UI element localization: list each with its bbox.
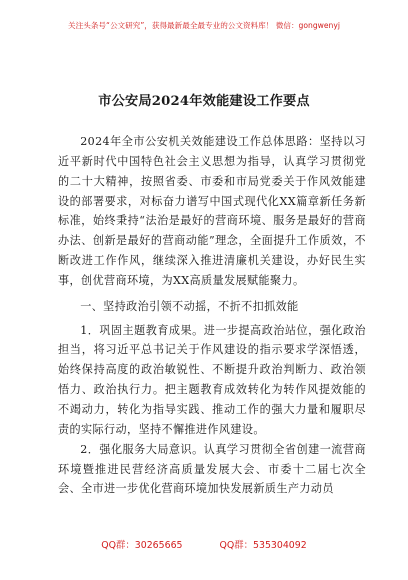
footer-qq-group-2: QQ群：535304092: [219, 540, 307, 551]
item-paragraph-2: 2．强化服务大局意识。认真学习贯彻全省创建一流营商环境暨推进民营经济高质量发展大会、市委十二届七次全会、全市进一步优化营商环境加快发展新质生产力动员: [58, 442, 366, 496]
document-title: 市公安局2024年效能建设工作要点: [98, 94, 310, 109]
document-body: [58, 132, 366, 499]
item-paragraph-1: 1．巩固主题教育成果。进一步提高政治站位，强化政治担当，将习近平总书记关于作风建设的指示要求学深悟透，始终保持高度的政治敏锐性、不断提升政治判断力、政治领悟力、政治执行力。把主题教育成效转化为转作风提效能的不竭动力，转化为指导实践、推动工作的强大力量和履职尽责的实际行动，坚持不懈推进作风建设。: [58, 323, 366, 436]
intro-paragraph: 2024年全市公安机关效能建设工作总体思路：坚持以习近平新时代中国特色社会主义思想为指导，认真学习贯彻党的二十大精神，按照省委、市委和市局党委关于作风效能建设的部署要求，对标奋力谱写中国式现代化XX篇章新任务新标准，始终秉持“法治是最好的营商环境、服务是最好的营商办法、创新是最好的营商动能”理念，全面提升工作质效，不断改进工作作风，继续深入推进清廉机关建设，办好民生实事，创优营商环境，为XX高质量发展赋能聚力。: [58, 135, 366, 287]
section-heading: 一、坚持政治引领不动摇，不折不扣抓效能: [80, 299, 299, 313]
footer-qq-groups: [0, 537, 408, 551]
header-banner: 关注头条号“公文研究”，获得最新最全最专业的公文资料库！ 微信：gongwenyj: [68, 21, 340, 30]
footer-qq-group-1: QQ群：30265665: [101, 540, 183, 551]
